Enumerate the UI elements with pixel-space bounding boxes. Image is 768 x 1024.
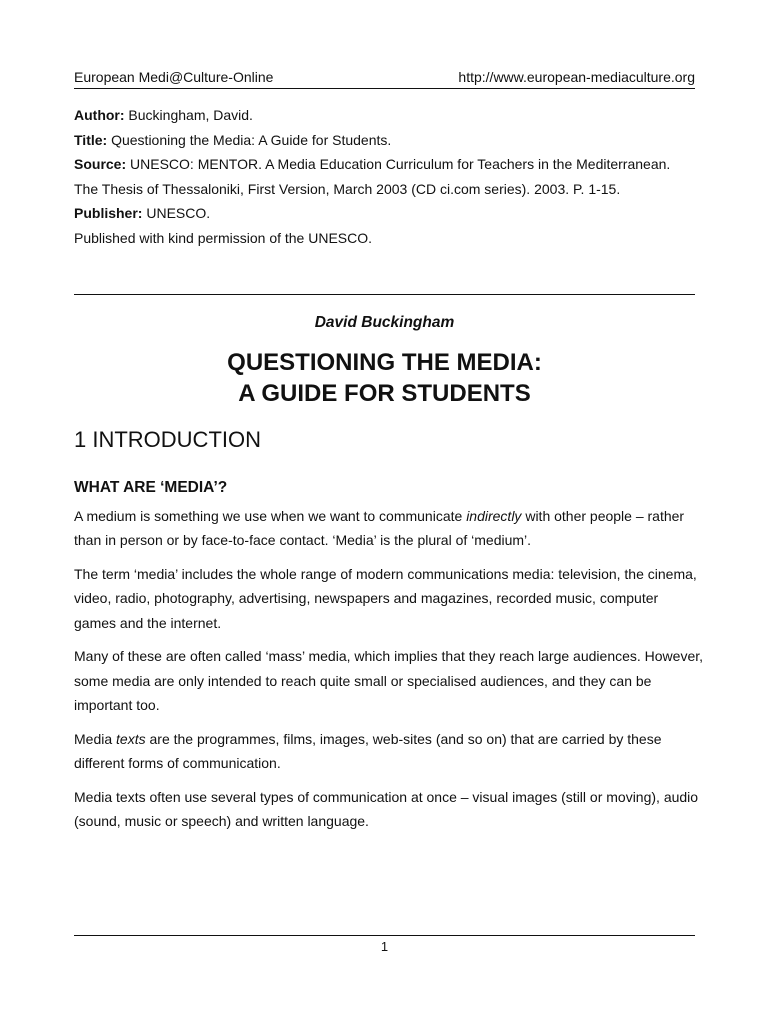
citation-publisher: Publisher: UNESCO. bbox=[74, 205, 211, 222]
article-author: David Buckingham bbox=[314, 314, 455, 331]
paragraph-5: Media texts often use several types of communication at once – visual images (still or moving), audio (sound, music or speech) and written language. bbox=[74, 788, 699, 830]
sub-heading: WHAT ARE ‘MEDIA’? bbox=[74, 479, 228, 496]
header-publication-name: European Medi@Culture-Online bbox=[74, 69, 274, 85]
divider-top bbox=[74, 294, 695, 295]
paragraph-1: A medium is something we use when we want to communicate indirectly with other people – rather than in person or by face-to-face contact. ‘Media’ is the plural of ‘medium’. bbox=[74, 508, 685, 549]
paragraph-4: Media texts are the programmes, films, images, web-sites (and so on) that are carried by these different forms of communication. bbox=[74, 730, 662, 772]
paragraph-3: Many of these are often called ‘mass’ media, which implies that they reach large audiences. However, some media are only intended to reach quite small or specialised audiences, and they can be important too. bbox=[74, 648, 704, 714]
paragraph-2: The term ‘media’ includes the whole range of modern communications media: television, the cinema, video, radio, photography, advertising, newspapers and magazines, recorded music, computer games and the internet. bbox=[74, 566, 697, 631]
page-number: 1 bbox=[380, 939, 389, 954]
citation-title: Title: Questioning the Media: A Guide for Students. bbox=[74, 131, 392, 148]
title-line-2: A GUIDE FOR STUDENTS bbox=[238, 380, 531, 407]
title-line-1: QUESTIONING THE MEDIA: bbox=[227, 349, 542, 376]
page-header bbox=[74, 66, 695, 89]
article-title bbox=[74, 347, 695, 409]
citation-source: Source: UNESCO: MENTOR. A Media Education Curriculum for Teachers in the Mediterranean. The Thesis of Thessaloniki, First Version, March 2003 (CD ci.com series). 2003. P. 1-15. bbox=[74, 156, 671, 197]
citation-author: Author: Buckingham, David. bbox=[74, 107, 253, 123]
section-heading: 1 INTRODUCTION bbox=[74, 427, 261, 452]
divider-bottom bbox=[74, 935, 695, 936]
citation-permission: Published with kind permission of the UNESCO. bbox=[74, 229, 373, 246]
citation-block bbox=[74, 103, 695, 251]
header-url[interactable]: http://www.european-mediaculture.org bbox=[458, 69, 695, 85]
article-body bbox=[74, 504, 704, 843]
document-page bbox=[74, 0, 704, 1024]
